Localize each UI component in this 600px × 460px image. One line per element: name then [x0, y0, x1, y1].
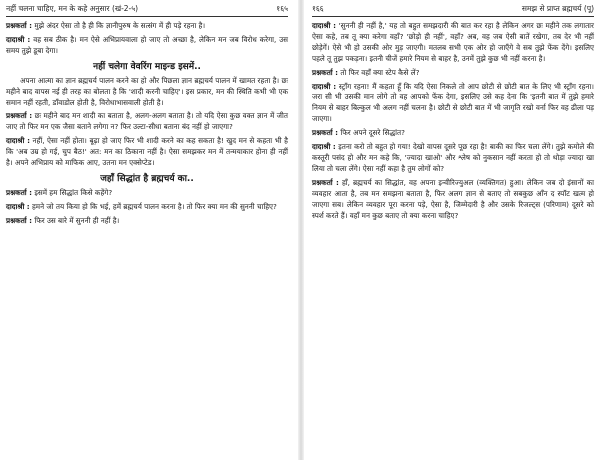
right-page-header	[312, 4, 594, 14]
speaker-label: प्रश्नकर्ता :	[6, 21, 33, 30]
dialogue-paragraph	[6, 216, 288, 227]
dialogue-paragraph	[6, 188, 288, 199]
speaker-label: दादाश्री :	[312, 21, 337, 30]
header-rule	[6, 16, 288, 17]
dialogue-paragraph	[6, 111, 288, 133]
dialogue-paragraph	[6, 202, 288, 213]
paragraph-text: स्ट्रॉंग रहना! मैं कहता हूँ कि यदि ऐसा निकले तो आप छोटी से छोटी बात के लिए भी स्ट्रॉंग रहना। जरा सी भी उसकी मान लोगे तो वह आपको फेंक देगा, इसलिए उसे कह देना कि 'इतनी बात में तुझे हमारे नियम से बाहर बिल्कुल भी अलग नहीं चलना है। छोटी से छोटी बात में भी जागृति रखो वर्ना फिर वह ढीला पड़ जाएगा।	[312, 81, 594, 124]
speaker-label: प्रश्नकर्ता :	[312, 67, 339, 77]
left-page-content	[6, 21, 288, 227]
speaker-label: दादाश्री :	[312, 81, 337, 91]
paragraph-text: तो फिर वहाँ क्या स्टेप कैसे लें?	[340, 67, 420, 77]
dialogue-paragraph	[312, 178, 594, 222]
dialogue-paragraph	[6, 136, 288, 169]
speaker-label: दादाश्री :	[6, 201, 30, 211]
speaker-label: प्रश्नकर्ता :	[6, 215, 33, 225]
paragraph-text: वह सब ठीक है। मन ऐसे अभिप्रायवाला हो जाए तो अच्छा है, लेकिन मन जब विरोध करेगा, उस समय तुझे डूबा देगा।	[6, 34, 288, 55]
speaker-label: प्रश्नकर्ता :	[6, 111, 33, 121]
speaker-label: प्रश्नकर्ता :	[6, 187, 33, 197]
paragraph-text: फिर अपने दूसरे सिद्धांत?	[340, 128, 405, 138]
body-paragraph	[6, 76, 288, 109]
left-page-header	[6, 4, 288, 14]
section-heading: नहीं चलेगा वेवरिंग माइन्ड इसमें..	[93, 61, 201, 72]
left-page-number: १६५	[276, 4, 288, 13]
section-heading: जहाँ सिद्धांत है ब्रह्मचर्य का..	[100, 173, 194, 184]
dialogue-paragraph	[312, 21, 594, 65]
speaker-label: दादाश्री :	[6, 136, 30, 146]
book-gutter	[298, 0, 304, 460]
paragraph-text: नहीं, ऐसा नहीं होता। बूढ़ा हो जाए फिर भी शादी करने का कह सकता है! खुद मन से कहता भी है कि 'अब उम्र हो गई, चुप बैठ!' अत: मन का ठिकाना नहीं है। ऐसा समझकर मन में तन्मयाकार होना ही नहीं है। अपने अभिप्राय को माफिक आए, उतना मन एक्सेप्टेड।	[6, 136, 288, 168]
speaker-label: दादाश्री :	[6, 34, 31, 44]
speaker-label: प्रश्नकर्ता :	[312, 128, 339, 138]
paragraph-text: 'सुननी ही नहीं है,' यह तो बहुत समझदारी की बात कर रहा है लेकिन अगर छः महीने तक लगातार ऐसा कहे, तब तू क्या करेगा वहाँ? 'छोड़ो ही नहीं', वहाँ? अब, वह जब ऐसी बातें रखेगा, तब देर भी नहीं छोड़ेगें। ऐसे भी हो उसकी ओर मुड़ जाएगी। मतलब सभी एक ओर हो जाएँगे वे सब तुझे फेंक देंगे। इसलिए पहले तू तुझ पकड़ना। इतनी चीजें हमारे नियम से बाहर है, उनमें तुझे कुछ भी नहीं करना है।	[312, 21, 594, 63]
dialogue-paragraph	[312, 142, 594, 175]
paragraph-text: फिर उस बारे में सुननी ही नहीं है।	[34, 215, 120, 225]
dialogue-paragraph	[6, 21, 288, 32]
right-page-content	[312, 21, 594, 221]
speaker-label: प्रश्नकर्ता :	[312, 177, 339, 187]
speaker-label: दादाश्री :	[312, 142, 336, 152]
dialogue-paragraph	[6, 35, 288, 57]
left-page	[6, 0, 288, 460]
paragraph-text: हाँ, ब्रह्मचर्य का सिद्धांत, वह अपना इन्वीरिज्युअल (व्यक्तिगत) हुआ। लेकिन जब दो इंसानों का व्यवहार आता है, तब मन समझना बताता है, फिर अलग ज्ञान से बताए तो सबकुछ आँन द स्पॉट खत्म हो जाएगा सब। लेकिन व्यवहार पूरा करना पड़े, ऐसा है, जिम्मेदारी है और उसके रिजल्ट्स (परिणाम) दूसरे को स्पर्श करते हैं। वहाँ मन कुछ बताए तो क्या करना चाहिए?	[312, 177, 594, 220]
left-header-title: नहीं चलना चाहिए, मन के कहे अनुसार (खं-2-५)	[6, 4, 139, 13]
paragraph-text: हमने जो तय किया हो कि भई, हमें ब्रह्मचर्य पालन करना है। तो फिर क्या मन की सुननी चाहिए?	[31, 201, 277, 211]
paragraph-text: इतना करो तो बहुत हो गया! देखो वापस दूसरे पूछ रहा है! बाकी का फिर चला लेंगे। तुझे कमोले की कस्तूरी पसंद हो और मन कहे कि, 'ज्यादा खाओ' और श्लेष को नुकसान नहीं करता हो तो थोड़ा ज्यादा खा लिया तो चला लेंगे। ऐसा नहीं कहा है तुम लोगों को?	[312, 142, 594, 173]
dialogue-paragraph	[312, 82, 594, 126]
right-header-title: समझ से प्राप्त ब्रह्मचर्य (पू)	[521, 4, 594, 13]
header-rule	[312, 16, 594, 17]
paragraph-text: छः महीने बाद मन शादी का बताता है, अलग-अलग बताता है। तो यदि ऐसा कुछ वक्त ज्ञान में जीत जाए तो फिर मन एक जैसा बताने लगेगा न? फिर उल्टा-सीधा बताना बंद नहीं हो जाएगा?	[6, 111, 288, 132]
paragraph-text: अपना आत्मा का ज्ञान ब्रह्मचर्य पालन करने का हो और पिछला ज्ञान ब्रह्मचर्य पालन में खामत रहता है। छः महीने बाद वापस नई ही तरह का बोलता है कि 'शादी करनी चाहिए'। इस प्रकार, मन की स्थिति कभी भी एक समान नहीं रहती, डाँवाडोल होती है, विरोधाभासवाली होती है।	[6, 75, 288, 107]
dialogue-paragraph	[312, 128, 594, 139]
dialogue-paragraph	[312, 68, 594, 79]
paragraph-text: इसमें हम सिद्धांत किसे कहेंगे?	[34, 187, 113, 197]
paragraph-text: मुझे अंदर ऐसा तो है ही कि ज्ञानीपुरुष के सत्संग में ही पड़े रहना है।	[34, 21, 206, 30]
right-page-number: १६६	[312, 4, 324, 13]
right-page	[312, 0, 594, 460]
